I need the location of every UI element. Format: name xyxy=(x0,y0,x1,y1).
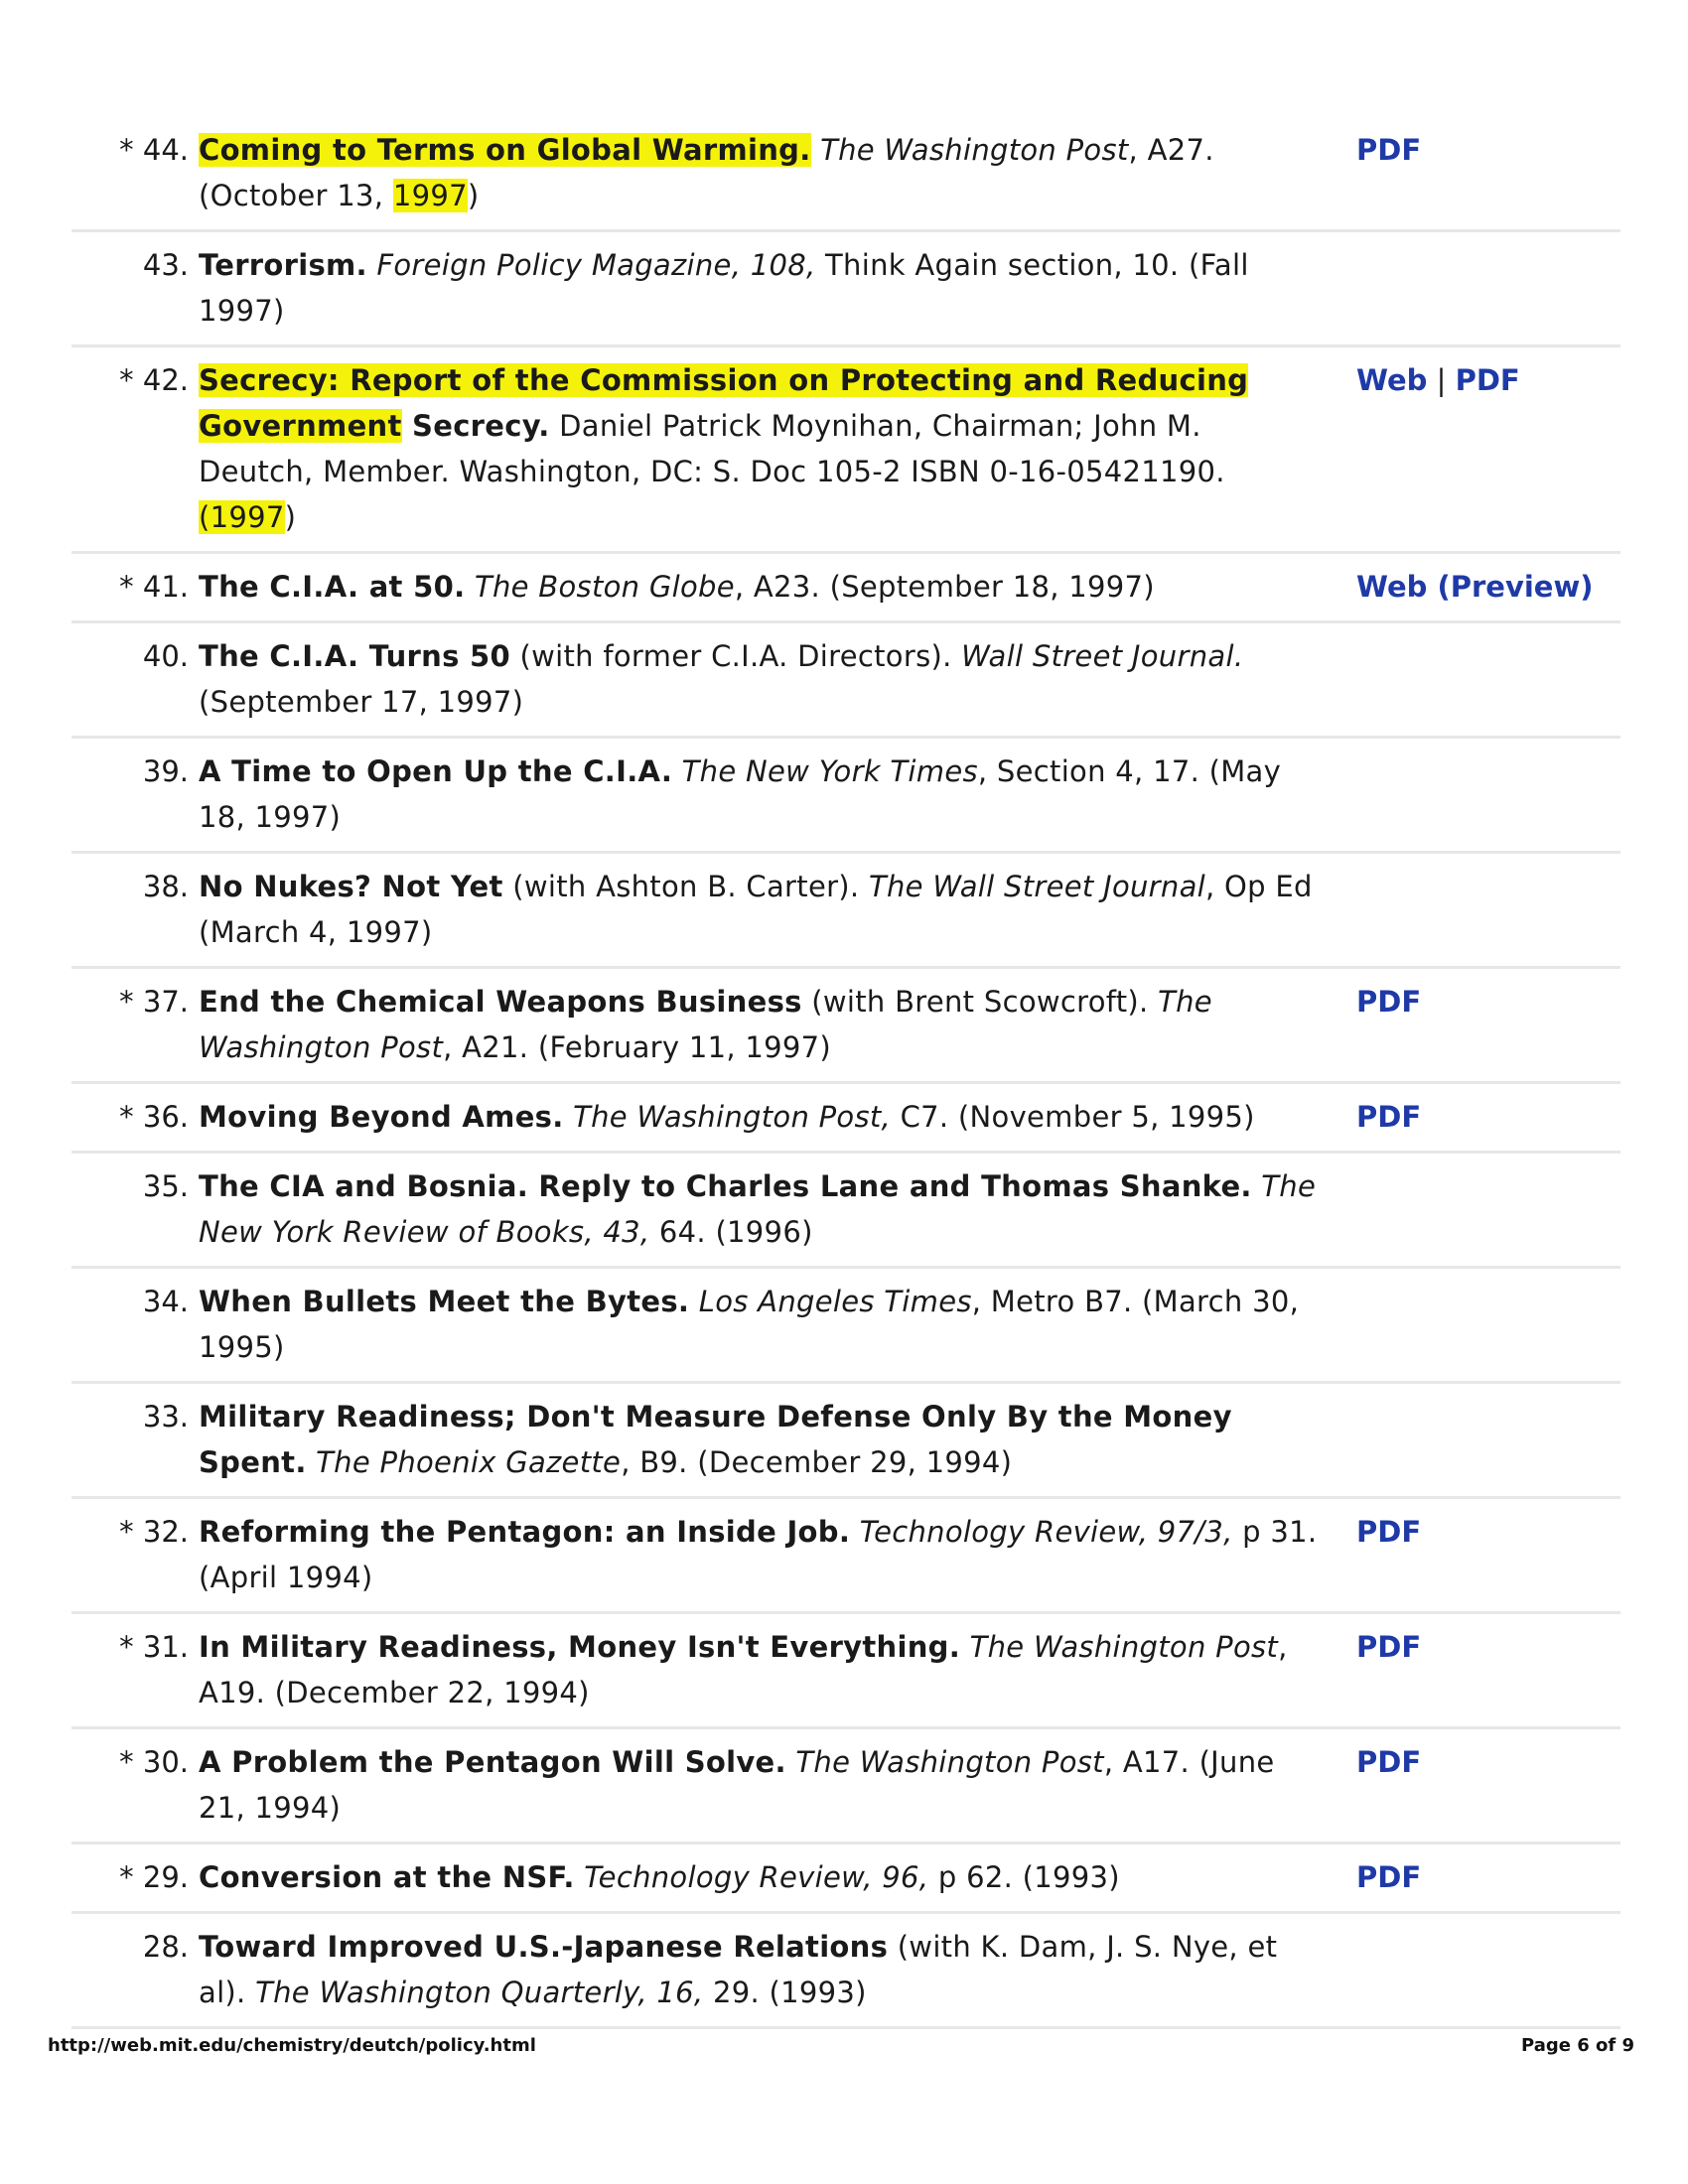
citation-title: A Problem the Pentagon Will Solve. xyxy=(199,1745,786,1779)
publication-row xyxy=(71,232,1620,347)
entry-number: * 31. xyxy=(119,1630,189,1664)
links-cell xyxy=(1340,564,1620,610)
links-cell xyxy=(1340,127,1620,173)
citation-source: The New York Review of Books, 43, xyxy=(199,1169,1317,1249)
publication-row xyxy=(71,117,1620,232)
citation-text xyxy=(689,1285,699,1318)
citation xyxy=(199,1739,1340,1831)
pdf-link[interactable]: PDF xyxy=(1356,1745,1422,1779)
citation xyxy=(199,127,1340,218)
pdf-link[interactable]: PDF xyxy=(1455,363,1520,397)
highlighted-text: (1997 xyxy=(199,500,285,534)
publication-row xyxy=(71,1384,1620,1499)
citation-title: The C.I.A. Turns 50 xyxy=(199,639,510,673)
publication-row xyxy=(71,1084,1620,1154)
citation-title: Secrecy. xyxy=(401,409,550,443)
links-cell xyxy=(1340,1739,1620,1785)
highlighted-text: 1997 xyxy=(392,179,468,212)
publication-list xyxy=(71,117,1620,2029)
citation-text: Daniel Patrick Moynihan, Chairman; John M. Deutch, Member. Washington, DC: S. Doc 105-2 ISBN 0-16-05421190. xyxy=(199,409,1225,488)
citation xyxy=(199,1394,1340,1485)
citation-source: The Washington Post, xyxy=(573,1100,892,1134)
entry-number: * 44. xyxy=(119,133,189,167)
citation-title: No Nukes? Not Yet xyxy=(199,870,503,903)
entry-number: * 36. xyxy=(119,1100,189,1134)
citation xyxy=(199,979,1340,1070)
citation-title: In Military Readiness, Money Isn't Everything. xyxy=(199,1630,961,1664)
citation-text: , A23. (September 18, 1997) xyxy=(734,570,1155,604)
citation-source: Wall Street Journal. xyxy=(961,639,1244,673)
citation-text: p 62. (1993) xyxy=(928,1860,1120,1894)
citation-text: ) xyxy=(284,500,297,534)
citation-text xyxy=(672,754,682,788)
citation-title: A Time to Open Up the C.I.A. xyxy=(199,754,673,788)
web-link[interactable]: Web xyxy=(1356,363,1428,397)
citation-text: p 31. (April 1994) xyxy=(199,1515,1318,1594)
pdf-link[interactable]: PDF xyxy=(1356,1630,1422,1664)
entry-number: * 37. xyxy=(119,985,189,1019)
publication-row xyxy=(71,1844,1620,1914)
publication-row xyxy=(71,969,1620,1084)
footer-page-number: Page 6 of 9 xyxy=(1521,2035,1634,2056)
citation-text xyxy=(786,1745,796,1779)
citation-title: The C.I.A. at 50. xyxy=(199,570,466,604)
citation xyxy=(199,1279,1340,1370)
citation-text: , Op Ed (March 4, 1997) xyxy=(199,870,1313,949)
citation-source: Technology Review, 96, xyxy=(584,1860,929,1894)
entry-number: 28. xyxy=(142,1930,189,1964)
citation xyxy=(199,1624,1340,1715)
citation xyxy=(199,1509,1340,1600)
citation-title: Conversion at the NSF. xyxy=(199,1860,575,1894)
citation-title: Secrecy: Report of the Commission on Protecting and Reducing Government xyxy=(199,363,1249,443)
entry-number: * 42. xyxy=(119,363,189,397)
citation-text: , A21. (February 11, 1997) xyxy=(443,1030,832,1064)
publication-row xyxy=(71,739,1620,854)
links-cell xyxy=(1340,979,1620,1024)
citation-title: Reforming the Pentagon: an Inside Job. xyxy=(199,1515,851,1549)
citation-title: When Bullets Meet the Bytes. xyxy=(199,1285,690,1318)
publication-row xyxy=(71,1269,1620,1384)
citation xyxy=(199,864,1340,955)
citation-text xyxy=(811,133,821,167)
entry-number: 33. xyxy=(142,1400,189,1433)
citation-text: (with K. Dam, J. S. Nye, et al). xyxy=(199,1930,1278,2009)
citation xyxy=(199,1094,1340,1140)
citation-source: The Wall Street Journal xyxy=(868,870,1205,903)
citation-text: 64. (1996) xyxy=(649,1215,813,1249)
citation-source: The Washington Post xyxy=(820,133,1129,167)
citation-text xyxy=(960,1630,970,1664)
citation-text: , A19. (December 22, 1994) xyxy=(199,1630,1288,1709)
footer-url: http://web.mit.edu/chemistry/deutch/policy.html xyxy=(48,2035,536,2056)
citation xyxy=(199,633,1340,725)
citation xyxy=(199,357,1340,540)
publication-row xyxy=(71,1499,1620,1614)
entry-number: 43. xyxy=(142,248,189,282)
citation-text: , A17. (June 21, 1994) xyxy=(199,1745,1275,1825)
citation-source: The Phoenix Gazette xyxy=(316,1445,622,1479)
citation xyxy=(199,1854,1340,1900)
citation-text: (with Ashton B. Carter). xyxy=(502,870,869,903)
citation-title: Toward Improved U.S.-Japanese Relations xyxy=(199,1930,889,1964)
pdf-link[interactable]: PDF xyxy=(1356,985,1422,1019)
citation-source: The Washington Post xyxy=(969,1630,1279,1664)
citation-text: (with former C.I.A. Directors). xyxy=(510,639,962,673)
citation-text xyxy=(575,1860,585,1894)
pdf-link[interactable]: PDF xyxy=(1356,1860,1422,1894)
publication-row xyxy=(71,1154,1620,1269)
entry-number: * 41. xyxy=(119,570,189,604)
links-cell xyxy=(1340,357,1620,403)
publication-row xyxy=(71,347,1620,554)
publication-row xyxy=(71,554,1620,623)
citation xyxy=(199,242,1340,334)
entry-number: 34. xyxy=(142,1285,189,1318)
publication-row xyxy=(71,854,1620,969)
publication-row xyxy=(71,1914,1620,2029)
citation-text xyxy=(850,1515,860,1549)
citation-title: Military Readiness; Don't Measure Defense Only By the Money Spent. xyxy=(199,1400,1232,1479)
citation-text xyxy=(465,570,475,604)
citation-text: , B9. (December 29, 1994) xyxy=(621,1445,1013,1479)
entry-number: 39. xyxy=(142,754,189,788)
citation-source: The Boston Globe xyxy=(474,570,735,604)
citation-source: Technology Review, 97/3, xyxy=(859,1515,1233,1549)
citation xyxy=(199,564,1340,610)
citation-text xyxy=(1252,1169,1262,1203)
citation-text: Think Again section, 10. (Fall 1997) xyxy=(199,248,1249,328)
links-cell xyxy=(1340,1094,1620,1140)
citation xyxy=(199,1163,1340,1255)
publication-row xyxy=(71,1614,1620,1729)
citation-text: , A27. (October 13, xyxy=(199,133,1214,212)
citation-title: Coming to Terms on Global Warming. xyxy=(199,133,811,167)
links-cell xyxy=(1340,1509,1620,1555)
entry-number: * 30. xyxy=(119,1745,189,1779)
citation-source: The New York Times xyxy=(681,754,978,788)
citation-text: , Section 4, 17. (May 18, 1997) xyxy=(199,754,1282,834)
citation-source: The Washington Post xyxy=(795,1745,1104,1779)
pdf-link[interactable]: PDF xyxy=(1356,1515,1422,1549)
citation-text: (with Brent Scowcroft). xyxy=(801,985,1159,1019)
citation-text: (September 17, 1997) xyxy=(199,685,524,719)
citation-title: The CIA and Bosnia. Reply to Charles Lane and Thomas Shanke. xyxy=(199,1169,1252,1203)
pdf-link[interactable]: PDF xyxy=(1356,133,1422,167)
entry-number: * 32. xyxy=(119,1515,189,1549)
citation-text xyxy=(367,248,377,282)
web-preview-link[interactable]: Web (Preview) xyxy=(1356,570,1594,604)
citation-text xyxy=(564,1100,574,1134)
entry-number: 35. xyxy=(142,1169,189,1203)
publication-row xyxy=(71,623,1620,739)
citation-source: Foreign Policy Magazine, 108, xyxy=(376,248,816,282)
citation-text xyxy=(307,1445,317,1479)
citation-text: C7. (November 5, 1995) xyxy=(891,1100,1255,1134)
citation-text: , Metro B7. (March 30, 1995) xyxy=(199,1285,1300,1364)
citation-source: Los Angeles Times xyxy=(698,1285,972,1318)
citation-title: End the Chemical Weapons Business xyxy=(199,985,802,1019)
citation-text: ) xyxy=(467,179,480,212)
citation xyxy=(199,1924,1340,2015)
citation-source: The Washington Post xyxy=(199,985,1212,1064)
publication-row xyxy=(71,1729,1620,1844)
citation-title: Moving Beyond Ames. xyxy=(199,1100,564,1134)
links-cell xyxy=(1340,1624,1620,1670)
citation xyxy=(199,749,1340,840)
pdf-link[interactable]: PDF xyxy=(1356,1100,1422,1134)
entry-number: 38. xyxy=(142,870,189,903)
citation-title: Terrorism. xyxy=(199,248,367,282)
link-separator: | xyxy=(1427,363,1456,397)
entry-number: 40. xyxy=(142,639,189,673)
entry-number: * 29. xyxy=(119,1860,189,1894)
citation-text: 29. (1993) xyxy=(703,1976,867,2009)
links-cell xyxy=(1340,1854,1620,1900)
citation-source: The Washington Quarterly, 16, xyxy=(255,1976,704,2009)
